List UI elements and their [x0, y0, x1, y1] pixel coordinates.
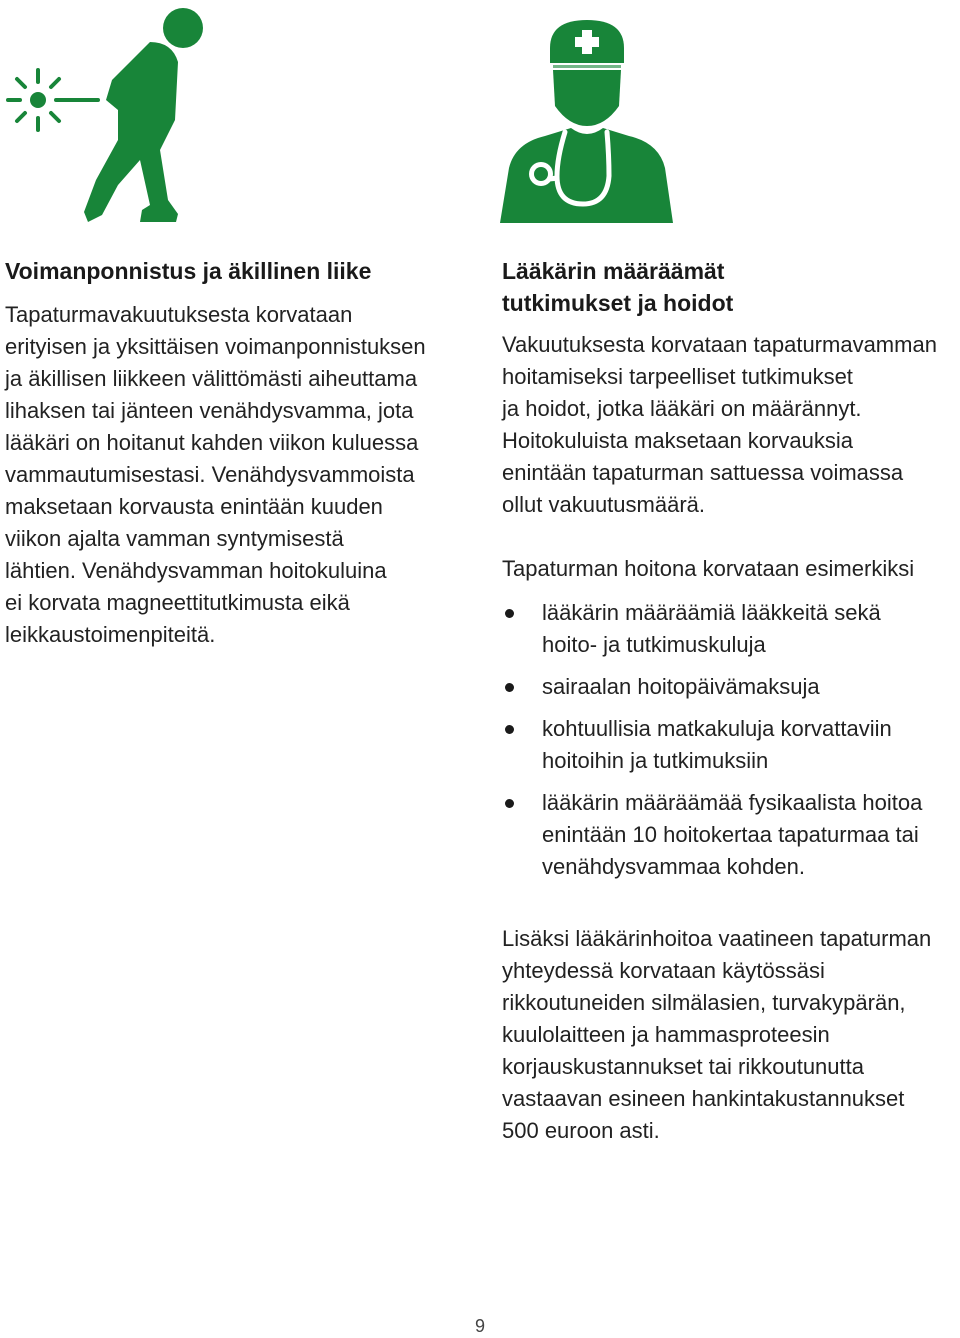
text-line: vammautumisestasi. Venähdysvammoista [5, 462, 415, 487]
text-line: hoitoihin ja tutkimuksiin [542, 748, 769, 773]
title-line: Lääkärin määräämät [502, 258, 725, 284]
text-line: lähtien. Venähdysvamman hoitokuluina [5, 558, 387, 583]
text-line: korjauskustannukset tai rikkoutunutta [502, 1054, 864, 1079]
bullet-dot-icon [505, 799, 514, 808]
text-line: lääkärin määräämää fysikaalista hoitoa [542, 790, 923, 815]
strain-paragraph [5, 299, 475, 651]
text-line: hoitamiseksi tarpeelliset tutkimukset [502, 364, 853, 389]
bullet-dot-icon [505, 609, 514, 618]
text-line: erityisen ja yksittäisen voimanponnistuksen [5, 334, 426, 359]
bullet-dot-icon [505, 683, 514, 692]
text-line: maksetaan korvausta enintään kuuden [5, 494, 383, 519]
additional-paragraph [502, 923, 960, 1147]
text-line: lääkärin määräämiä lääkkeitä sekä [542, 600, 881, 625]
list-item [502, 597, 960, 661]
text-line: leikkaustoimenpiteitä. [5, 622, 216, 647]
list-item [502, 787, 960, 883]
text-line: lihaksen tai jänteen venähdysvamma, jota [5, 398, 414, 423]
text-line: rikkoutuneiden silmälasien, turvakypärän, [502, 990, 906, 1015]
text-line: ei korvata magneettitutkimusta eikä [5, 590, 350, 615]
section-title-treatments [502, 255, 960, 319]
text-line: Lisäksi lääkärinhoitoa vaatineen tapaturman [502, 926, 932, 951]
text-line: ja äkillisen liikkeen välittömästi aiheuttama [5, 366, 418, 391]
text-line: Tapaturmavakuutuksesta korvataan [5, 302, 353, 327]
right-column [502, 255, 960, 1147]
text-line: Hoitokuluista maksetaan korvauksia [502, 428, 853, 453]
text-line: ollut vakuutusmäärä. [502, 492, 705, 517]
text-line: yhteydessä korvataan käytössäsi [502, 958, 825, 983]
section-title-strain: Voimanponnistus ja äkillinen liike [5, 258, 372, 284]
injured-person-icon [0, 0, 240, 230]
text-line: lääkäri on hoitanut kahden viikon kuluessa [5, 430, 419, 455]
text-line: vastaavan esineen hankintakustannukset [502, 1086, 905, 1111]
left-column [5, 255, 475, 651]
title-line: tutkimukset ja hoidot [502, 290, 734, 316]
text-line: sairaalan hoitopäivämaksuja [542, 674, 820, 699]
text-line: 500 euroon asti. [502, 1118, 660, 1143]
doctor-stethoscope-icon [495, 8, 680, 228]
list-item [502, 713, 960, 777]
text-line: enintään 10 hoitokertaa tapaturmaa tai [542, 822, 919, 847]
text-line: viikon ajalta vamman syntymisestä [5, 526, 344, 551]
bullet-dot-icon [505, 725, 514, 734]
text-line: kuulolaitteen ja hammasproteesin [502, 1022, 830, 1047]
treatments-paragraph [502, 329, 960, 521]
text-line: enintään tapaturman sattuessa voimassa [502, 460, 904, 485]
text-line: Vakuutuksesta korvataan tapaturmavamman [502, 332, 937, 357]
examples-lead: Tapaturman hoitona korvataan esimerkiksi [502, 556, 915, 581]
text-line: hoito- ja tutkimuskuluja [542, 632, 766, 657]
examples-list [502, 597, 960, 883]
text-line: ja hoidot, jotka lääkäri on määrännyt. [502, 396, 862, 421]
list-item [502, 671, 960, 703]
page-number: 9 [474, 1316, 485, 1336]
text-line: kohtuullisia matkakuluja korvattaviin [542, 716, 892, 741]
text-line: venähdysvammaa kohden. [542, 854, 805, 879]
